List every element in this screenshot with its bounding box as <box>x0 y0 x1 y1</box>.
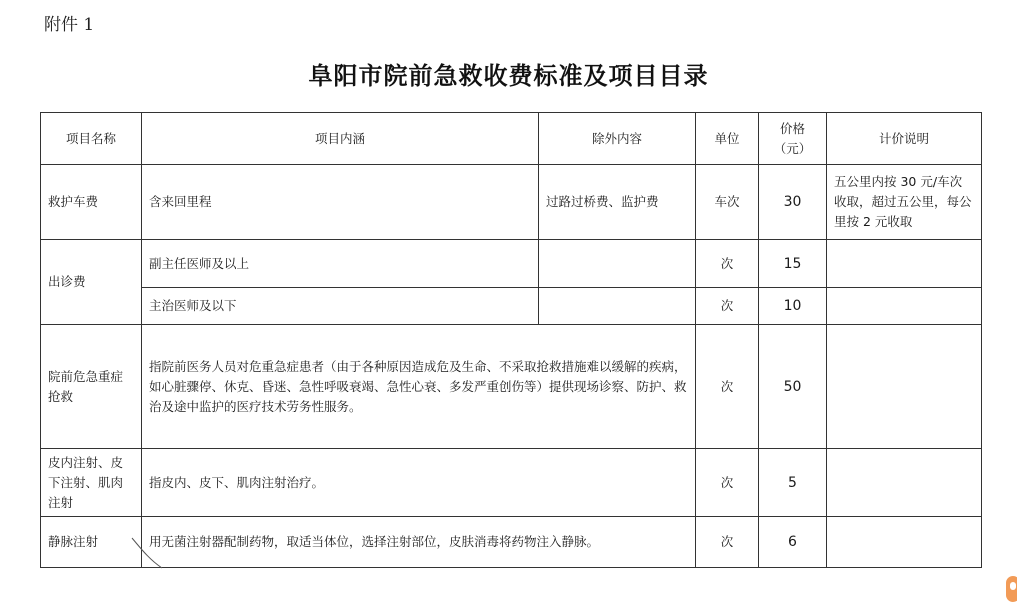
rescue-unit: 次 <box>696 325 759 449</box>
iv-note <box>827 517 982 568</box>
pen-stroke-mark <box>128 536 168 572</box>
visit-sub2-content: 主治医师及以下 <box>142 288 539 325</box>
header-item-content: 项目内涵 <box>142 113 539 165</box>
rescue-content: 指院前医务人员对危重急症患者（由于各种原因造成危及生命、不采取抢救措施难以缓解的疾病，如心脏骤停、休克、昏迷、急性呼吸衰竭、急性心衰、多发严重创伤等）提供现场诊察、防护、救治及途中监护的医疗技术劳务性服务。 <box>142 325 696 449</box>
injection-unit: 次 <box>696 449 759 517</box>
corner-stain-inner <box>1010 582 1016 590</box>
injection-name: 皮内注射、皮下注射、肌肉注射 <box>41 449 142 517</box>
injection-note <box>827 449 982 517</box>
iv-unit: 次 <box>696 517 759 568</box>
header-item-name: 项目名称 <box>41 113 142 165</box>
visit-sub2-price: 10 <box>759 288 827 325</box>
visit-name: 出诊费 <box>41 240 142 325</box>
fee-table <box>40 112 982 568</box>
visit-sub1-exclusions <box>539 240 696 288</box>
table-row <box>41 288 982 325</box>
table-row <box>41 165 982 240</box>
header-price-line1: 价格 <box>779 120 805 136</box>
visit-sub1-unit: 次 <box>696 240 759 288</box>
header-exclusions: 除外内容 <box>539 113 696 165</box>
ambulance-content: 含来回里程 <box>142 165 539 240</box>
iv-price: 6 <box>759 517 827 568</box>
header-pricing-note: 计价说明 <box>827 113 982 165</box>
injection-content: 指皮内、皮下、肌肉注射治疗。 <box>142 449 696 517</box>
attachment-label: 附件 1 <box>44 15 95 35</box>
visit-sub2-unit: 次 <box>696 288 759 325</box>
rescue-name: 院前危急重症抢救 <box>41 325 142 449</box>
header-unit: 单位 <box>696 113 759 165</box>
header-price-line2: （元） <box>773 140 812 156</box>
page-title: 阜阳市院前急救收费标准及项目目录 <box>308 62 709 90</box>
iv-content: 用无菌注射器配制药物，取适当体位，选择注射部位，皮肤消毒将药物注入静脉。 <box>142 517 696 568</box>
header-price <box>759 113 827 165</box>
ambulance-name: 救护车费 <box>41 165 142 240</box>
visit-sub1-price: 15 <box>759 240 827 288</box>
visit-sub1-note <box>827 240 982 288</box>
visit-sub2-exclusions <box>539 288 696 325</box>
rescue-note <box>827 325 982 449</box>
ambulance-unit: 车次 <box>696 165 759 240</box>
ambulance-exclusions: 过路过桥费、监护费 <box>539 165 696 240</box>
visit-sub2-note <box>827 288 982 325</box>
table-row <box>41 517 982 568</box>
ambulance-price: 30 <box>759 165 827 240</box>
injection-price: 5 <box>759 449 827 517</box>
rescue-price: 50 <box>759 325 827 449</box>
iv-name: 静脉注射 <box>41 517 142 568</box>
table-row <box>41 449 982 517</box>
ambulance-note: 五公里内按 30 元/车次收取，超过五公里，每公里按 2 元收取 <box>827 165 982 240</box>
visit-sub1-content: 副主任医师及以上 <box>142 240 539 288</box>
table-row <box>41 325 982 449</box>
table-header-row <box>41 113 982 165</box>
table-row <box>41 240 982 288</box>
